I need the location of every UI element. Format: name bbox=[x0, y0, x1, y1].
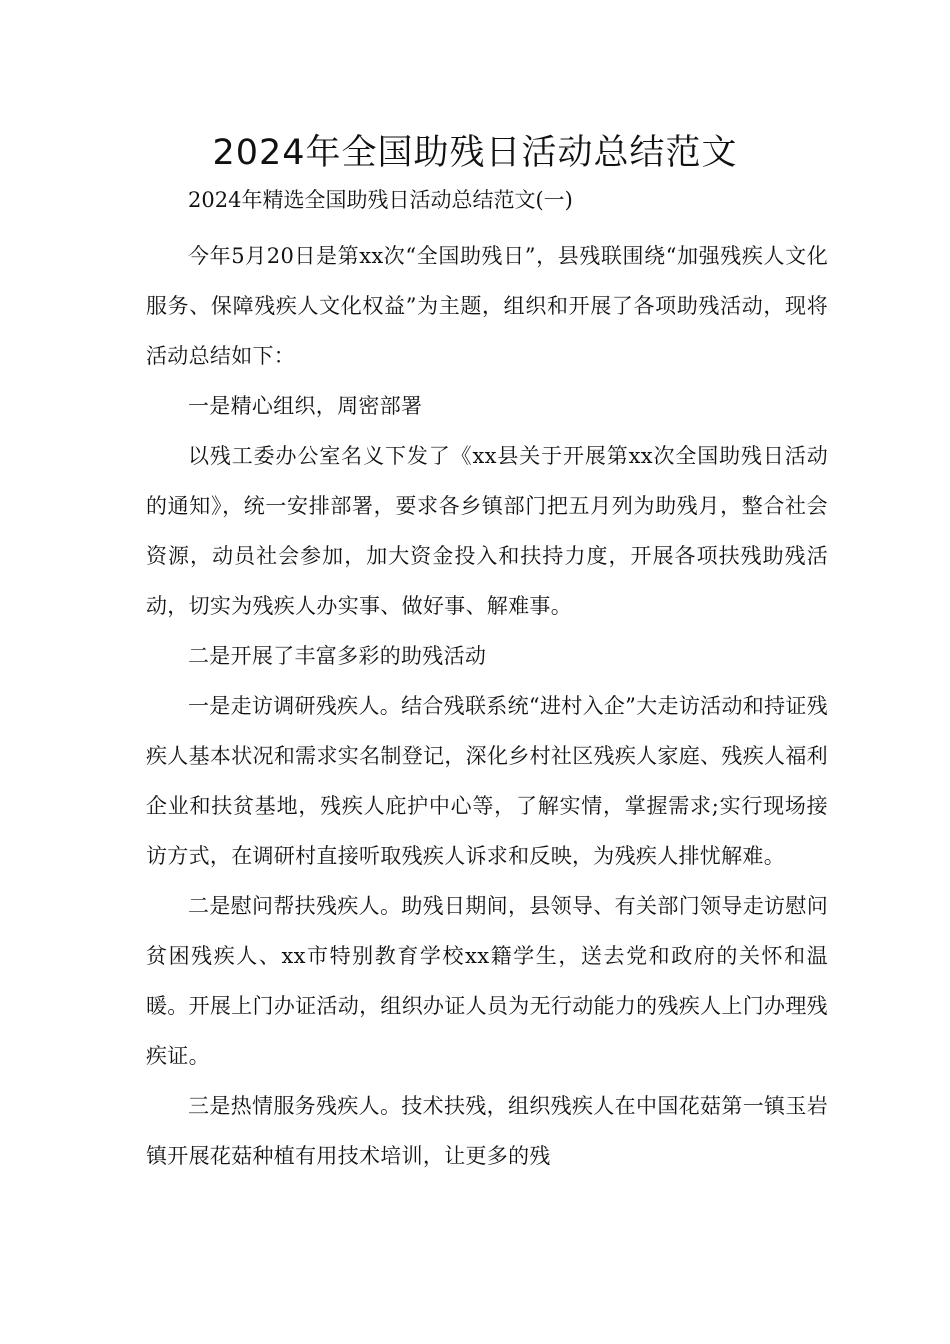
document-subtitle: 2024年精选全国助残日活动总结范文(一) bbox=[188, 188, 573, 212]
section-heading-2: 二是开展了丰富多彩的助残活动 bbox=[188, 644, 487, 668]
document-body bbox=[146, 231, 828, 1181]
document-title: 2024年全国助残日活动总结范文 bbox=[212, 133, 738, 173]
section-heading-1: 一是精心组织，周密部署 bbox=[188, 394, 423, 418]
paragraph-intro: 今年5月20日是第xx次“全国助残日”，县残联围绕“加强残疾人文化服务、保障残疾人文化权益”为主题，组织和开展了各项助残活动，现将活动总结如下： bbox=[146, 244, 828, 368]
paragraph-visits: 一是走访调研残疾人。结合残联系统“进村入企”大走访活动和持证残疾人基本状况和需求实名制登记，深化乡村社区残疾人家庭、残疾人福利企业和扶贫基地，残疾人庇护中心等，了解实情，掌握需求;实行现场接访方式，在调研村直接听取残疾人诉求和反映，为残疾人排忧解难。 bbox=[146, 694, 828, 868]
paragraph-section-1: 以残工委办公室名义下发了《xx县关于开展第xx次全国助残日活动的通知》，统一安排部署，要求各乡镇部门把五月列为助残月，整合社会资源，动员社会参加，加大资金投入和扶持力度，开展各项扶残助残活动，切实为残疾人办实事、做好事、解难事。 bbox=[146, 444, 828, 618]
paragraph-support: 二是慰问帮扶残疾人。助残日期间，县领导、有关部门领导走访慰问贫困残疾人、xx市特别教育学校xx籍学生，送去党和政府的关怀和温暖。开展上门办证活动，组织办证人员为无行动能力的残疾人上门办理残疾证。 bbox=[146, 894, 828, 1068]
paragraph-service: 三是热情服务残疾人。技术扶残，组织残疾人在中国花菇第一镇玉岩镇开展花菇种植有用技术培训，让更多的残 bbox=[146, 1094, 828, 1168]
